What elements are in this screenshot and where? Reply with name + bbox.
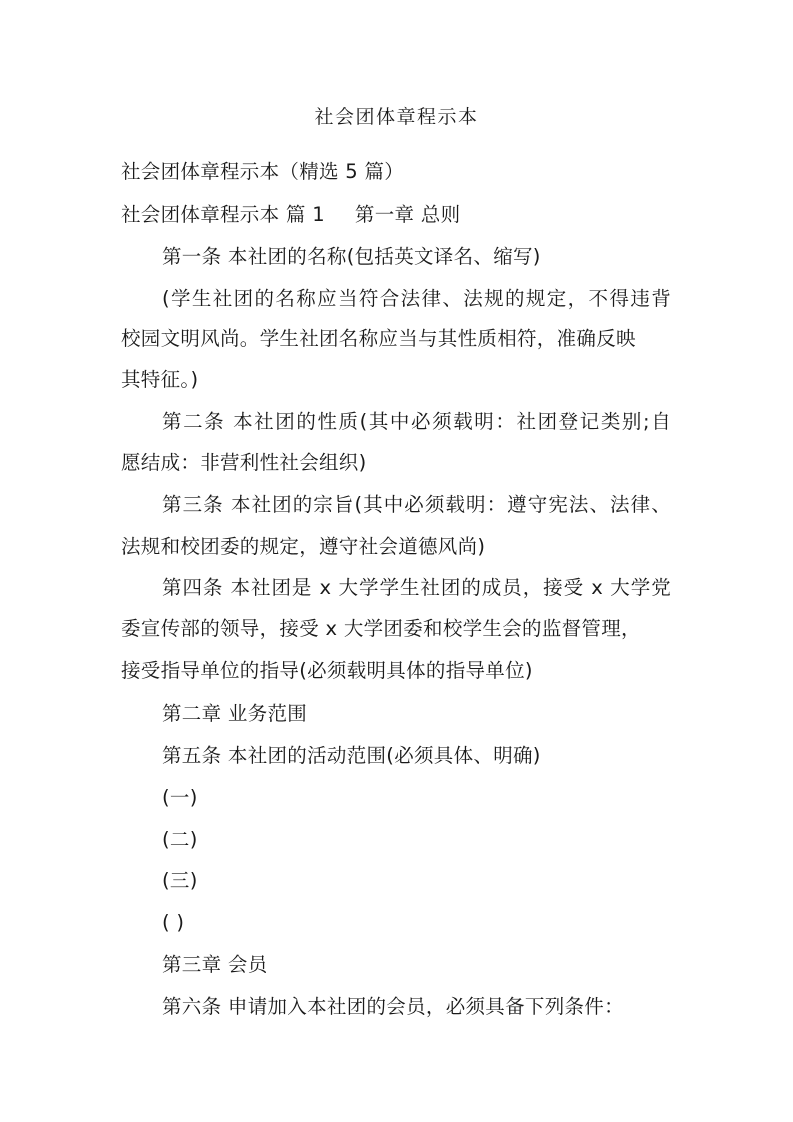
article-line: 校园文明风尚。学生社团名称应当与其性质相符，准确反映 (121, 327, 636, 350)
article-line: 接受指导单位的指导(必须载明具体的指导单位) (121, 659, 533, 682)
article-line: 其特征。) (121, 368, 199, 391)
section-heading-part2: 第一章 总则 (354, 203, 461, 226)
list-item: ( ) (162, 911, 185, 934)
document-title: 社会团体章程示本 (314, 106, 479, 128)
chapter-heading: 第三章 会员 (162, 953, 268, 976)
article-line: 第一条 本社团的名称(包括英文译名、缩写) (162, 245, 541, 268)
document-subtitle: 社会团体章程示本（精选 5 篇） (121, 160, 405, 183)
article-line: (学生社团的名称应当符合法律、法规的规定，不得违背 (162, 287, 671, 310)
section-heading-part1: 社会团体章程示本 篇 1 (121, 203, 325, 226)
article-line: 第六条 申请加入本社团的会员，必须具备下列条件： (162, 995, 624, 1018)
list-item: (一) (162, 786, 198, 809)
list-item: (三) (162, 869, 198, 892)
article-line: 第三条 本社团的宗旨(其中必须载明：遵守宪法、法律、 (162, 493, 671, 516)
list-item: (二) (162, 828, 198, 851)
article-line: 愿结成：非营利性社会组织) (121, 451, 367, 474)
chapter-heading: 第二章 业务范围 (162, 702, 308, 725)
article-line: 第四条 本社团是 x 大学学生社团的成员，接受 x 大学党 (162, 576, 671, 599)
article-line: 法规和校团委的规定，遵守社会道德风尚) (121, 535, 486, 558)
article-line: 委宣传部的领导，接受 x 大学团委和校学生会的监督管理， (121, 617, 641, 640)
section-heading (121, 203, 460, 227)
article-line: 第五条 本社团的活动范围(必须具体、明确) (162, 744, 541, 767)
article-line: 第二条 本社团的性质(其中必须载明：社团登记类别;自 (162, 410, 671, 433)
